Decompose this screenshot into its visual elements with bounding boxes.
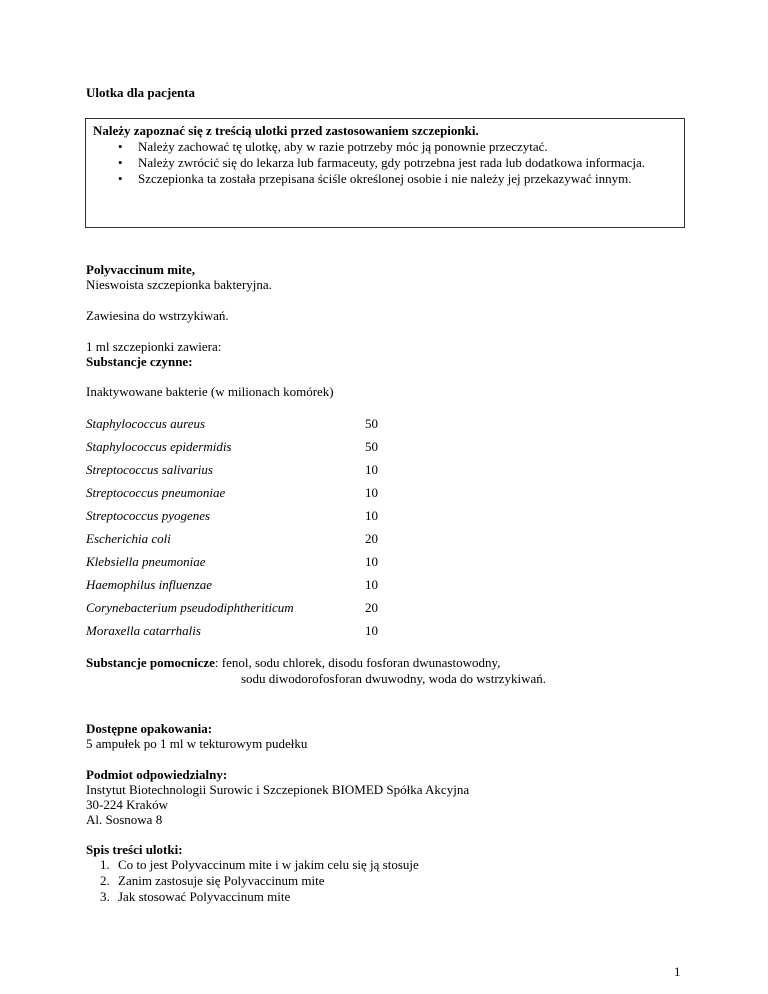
bullet-icon: • (118, 155, 123, 170)
bullet-icon: • (118, 171, 123, 186)
bacteria-intro: Inaktywowane bakterie (w milionach komórek) (86, 384, 334, 399)
notice-bullet-text: Należy zachować tę ulotkę, aby w razie potrzeby móc ją ponownie przeczytać. (138, 139, 548, 154)
mah-postal: 30-224 Kraków (86, 797, 168, 812)
leaflet-title: Ulotka dla pacjenta (86, 85, 196, 100)
table-row (86, 462, 506, 480)
bacterium-name: Streptococcus pneumoniae (86, 485, 226, 500)
bacterium-name: Corynebacterium pseudodiphtheriticum (86, 600, 294, 615)
product-description: Nieswoista szczepionka bakteryjna. (86, 277, 272, 292)
auxiliary-substances (86, 655, 726, 686)
notice-box (85, 118, 685, 228)
bacterium-count: 10 (365, 623, 378, 638)
bacterium-name: Haemophilus influenzae (86, 577, 213, 592)
packaging-heading: Dostępne opakowania: (86, 721, 213, 736)
product-name: Polyvaccinum mite, (86, 262, 196, 277)
toc-number: 3. (100, 889, 110, 904)
bacterium-name: Escherichia coli (86, 531, 171, 546)
bacterium-name: Klebsiella pneumoniae (86, 554, 206, 569)
table-row (86, 623, 506, 641)
auxiliary-line-2: sodu diwodorofosforan dwuwodny, woda do wstrzykiwań. (241, 671, 546, 686)
toc-item-text: Jak stosować Polyvaccinum mite (118, 889, 291, 904)
toc-item-text: Co to jest Polyvaccinum mite i w jakim celu się ją stosuje (118, 857, 419, 872)
toc-item (100, 889, 660, 905)
bullet-icon: • (118, 139, 123, 154)
bacterium-name: Staphylococcus aureus (86, 416, 206, 431)
bacterium-count: 10 (365, 508, 378, 523)
mah-street: Al. Sosnowa 8 (86, 812, 163, 827)
bacterium-count: 50 (365, 439, 378, 454)
notice-heading: Należy zapoznać się z treścią ulotki przed zastosowaniem szczepionki. (93, 123, 479, 138)
toc-list (100, 857, 660, 905)
bacterium-count: 10 (365, 462, 378, 477)
toc-item (100, 873, 660, 889)
auxiliary-line-1: : fenol, sodu chlorek, disodu fosforan dwunastowodny, (214, 655, 501, 670)
page-number: 1 (674, 964, 681, 979)
table-row (86, 439, 506, 457)
bacterium-count: 20 (365, 600, 378, 615)
toc-number: 2. (100, 873, 110, 888)
toc-item-text: Zanim zastosuje się Polyvaccinum mite (118, 873, 325, 888)
notice-bullet (86, 139, 686, 155)
notice-bullet-text: Należy zwrócić się do lekarza lub farmaceuty, gdy potrzebna jest rada lub dodatkowa informacja. (138, 155, 646, 170)
composition-intro: 1 ml szczepionki zawiera: (86, 339, 222, 354)
table-row (86, 485, 506, 503)
bacterium-count: 20 (365, 531, 378, 546)
auxiliary-label: Substancje pomocnicze (86, 655, 215, 670)
notice-bullet (86, 155, 686, 171)
toc-heading: Spis treści ulotki: (86, 842, 183, 857)
packaging-text: 5 ampułek po 1 ml w tekturowym pudełku (86, 736, 308, 751)
bacterium-name: Moraxella catarrhalis (86, 623, 201, 638)
table-row (86, 554, 506, 572)
bacterium-name: Streptococcus pyogenes (86, 508, 211, 523)
notice-list (86, 139, 686, 187)
table-row (86, 531, 506, 549)
table-row (86, 577, 506, 595)
product-form: Zawiesina do wstrzykiwań. (86, 308, 229, 323)
toc-number: 1. (100, 857, 110, 872)
bacterium-name: Streptococcus salivarius (86, 462, 213, 477)
toc-item (100, 857, 660, 873)
notice-bullet (86, 171, 686, 187)
table-row (86, 508, 506, 526)
bacterium-count: 10 (365, 485, 378, 500)
table-row (86, 600, 506, 618)
notice-bullet-text: Szczepionka ta została przepisana ściśle określonej osobie i nie należy jej przekazywać innym. (138, 171, 632, 186)
mah-heading: Podmiot odpowiedzialny: (86, 767, 228, 782)
table-row (86, 416, 506, 434)
bacterium-name: Staphylococcus epidermidis (86, 439, 232, 454)
bacterium-count: 10 (365, 577, 378, 592)
active-substances-heading: Substancje czynne: (86, 354, 193, 369)
bacterium-count: 50 (365, 416, 378, 431)
bacterium-count: 10 (365, 554, 378, 569)
mah-name: Instytut Biotechnologii Surowic i Szczepionek BIOMED Spółka Akcyjna (86, 782, 470, 797)
